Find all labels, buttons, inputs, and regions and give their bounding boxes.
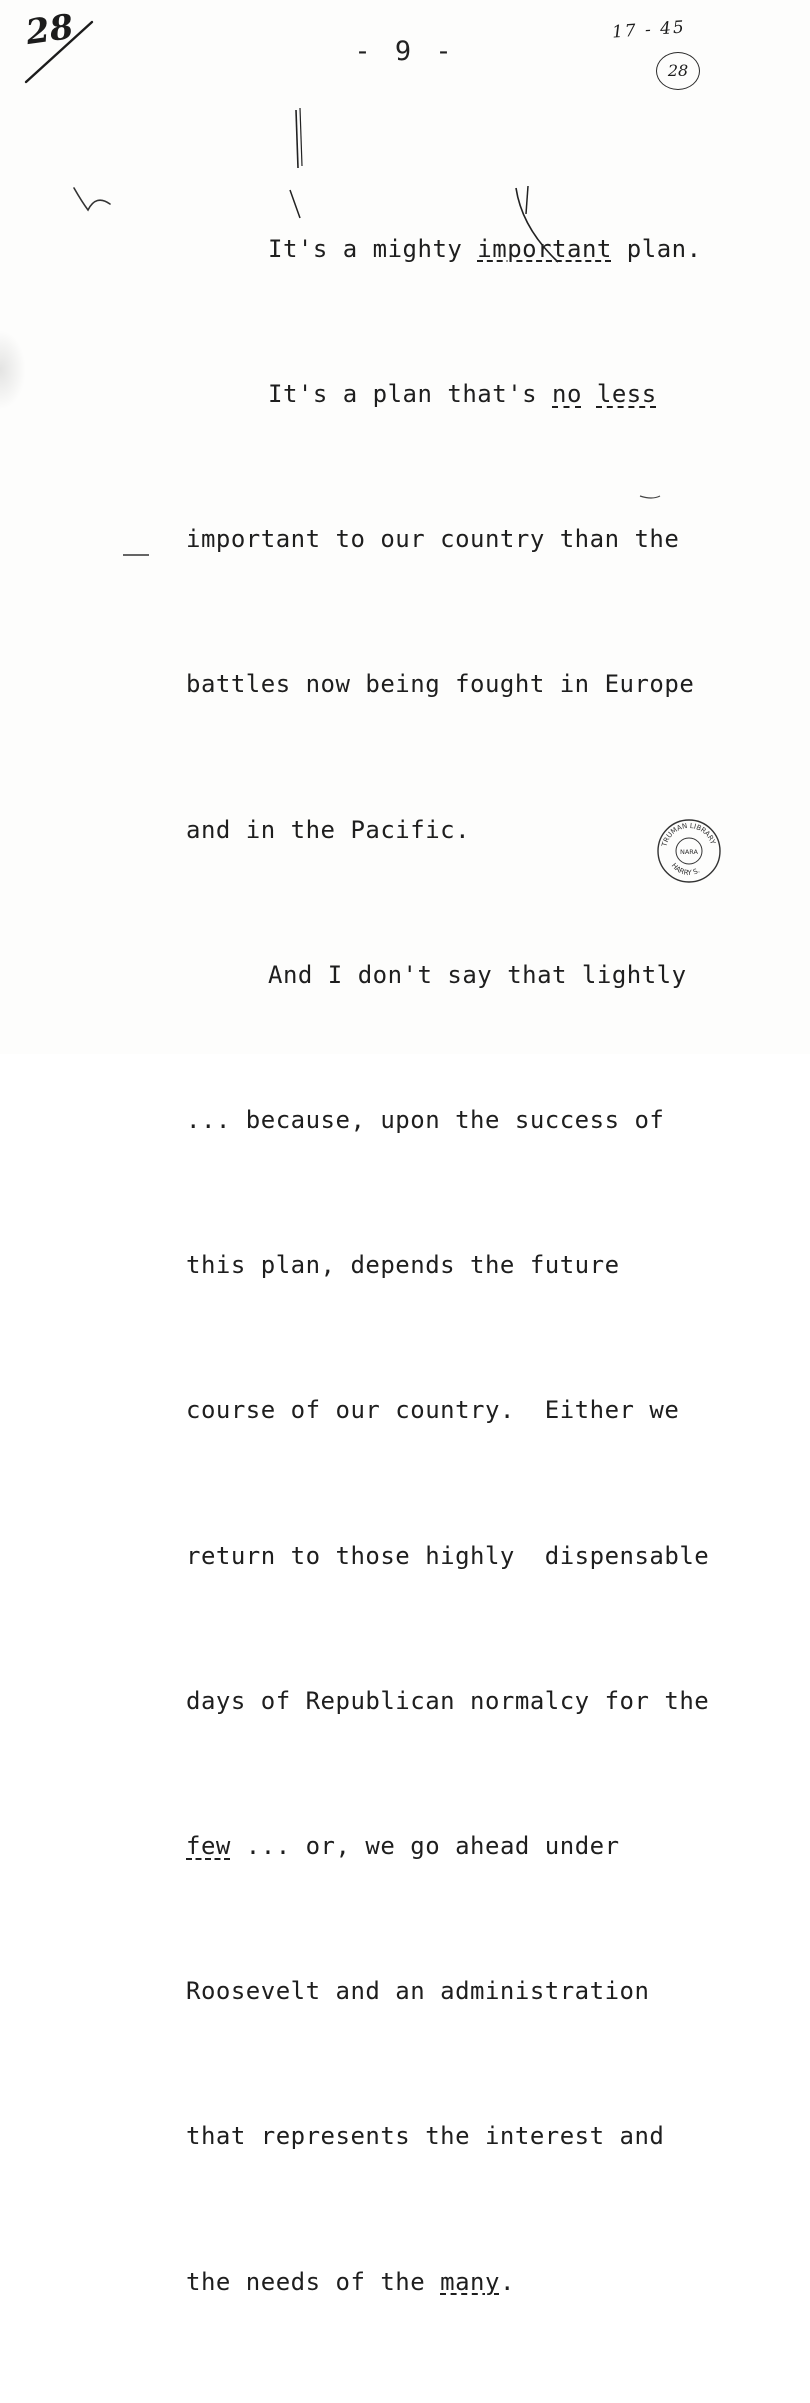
- text-line-11: days of Republican normalcy for the: [186, 1686, 710, 1715]
- text-line-8: this plan, depends the future: [186, 1251, 620, 1280]
- stamp-center-text: NARA: [679, 848, 699, 856]
- speech-text: [186, 128, 786, 2403]
- text-line-2: It's a plan that's no less: [268, 380, 657, 409]
- page-number: - 9 -: [354, 36, 456, 67]
- underlined-word: important: [477, 234, 612, 263]
- text-line-5: and in the Pacific.: [186, 815, 471, 844]
- underlined-word: few: [186, 1832, 231, 1861]
- handwritten-reference: 17 - 45: [611, 17, 687, 43]
- text-line-14: that represents the interest and: [186, 2122, 665, 2151]
- underlined-word: many: [440, 2267, 500, 2296]
- text-line-4: battles now being fought in Europe: [186, 670, 695, 699]
- stamp-bottom-text: HARRY S.: [669, 861, 702, 878]
- underlined-word: less: [596, 380, 657, 409]
- stamp-top-text: TRUMAN LIBRARY: [660, 821, 717, 848]
- text-line-9: course of our country. Either we: [186, 1396, 680, 1425]
- text-line-1: It's a mighty important plan.: [268, 234, 702, 263]
- svg-text:TRUMAN LIBRARY: [660, 822, 717, 849]
- margin-dash-icon: [122, 552, 150, 558]
- text-line-3: important to our country than the: [186, 525, 680, 554]
- text-line-15: the needs of the many.: [186, 2267, 515, 2296]
- text-line-12: few ... or, we go ahead under: [186, 1832, 620, 1861]
- checkmark-icon: [72, 184, 112, 214]
- text-line-10: return to those highly dispensable: [186, 1541, 710, 1570]
- scan-shadow: [0, 330, 26, 410]
- text-line-6: And I don't say that lightly: [268, 960, 687, 989]
- handwritten-page-number: 28: [23, 6, 76, 54]
- circled-page-number: 28: [656, 52, 700, 90]
- text-line-13: Roosevelt and an administration: [186, 1977, 650, 2006]
- library-stamp-icon: [656, 818, 722, 884]
- text-line-7: ... because, upon the success of: [186, 1106, 665, 1135]
- underlined-word: no: [552, 380, 582, 409]
